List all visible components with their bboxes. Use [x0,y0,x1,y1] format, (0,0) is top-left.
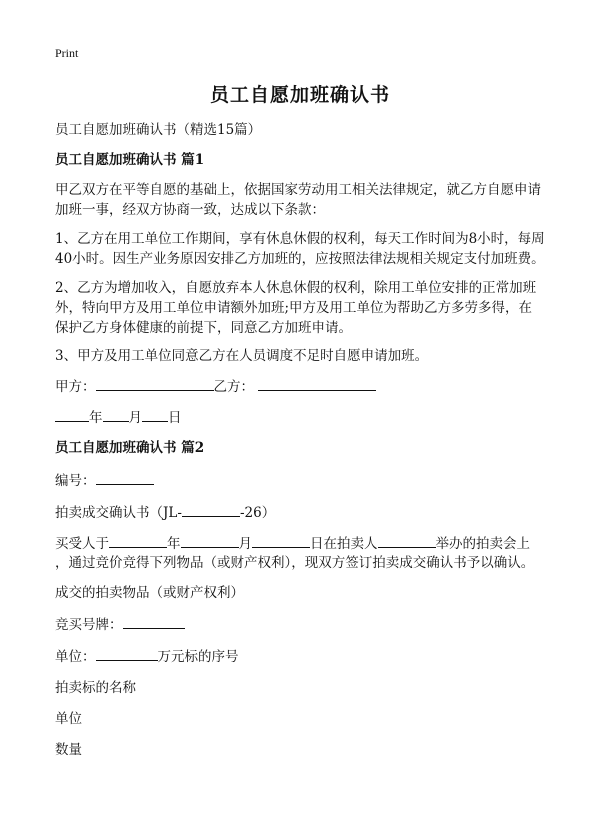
unit-price-line [55,646,560,667]
unit-price-label: 单位： [55,649,96,665]
number-blank[interactable] [96,470,154,485]
buyer-text: 买受人于 [55,536,109,552]
section2-heading: 员工自愿加班确认书 篇2 [55,440,205,456]
buyer-month-blank[interactable] [181,533,239,548]
section1-heading: 员工自愿加班确认书 篇1 [55,152,205,168]
signature-line [55,376,560,397]
buyer-day-blank[interactable] [252,533,310,548]
confirmation-blank[interactable] [182,502,240,517]
number-line [55,470,560,491]
section1-paragraph3: 保护乙方身体健康的前提下，同意乙方加班申请。 [55,320,352,336]
unit-label: 单位 [55,711,82,727]
buyer-auction-text: 举办的拍卖会上 [435,536,530,552]
section1-paragraph3: 2、乙方为增加收入，自愿放弃本人休息休假的权利，除用工单位安排的正常加班 [55,280,537,296]
date-line [55,407,560,428]
buyer-month-label: 月 [238,536,252,552]
bid-number-blank[interactable] [123,614,185,629]
year-blank[interactable] [55,407,89,422]
party-b-blank[interactable] [258,376,376,391]
print-label[interactable]: Print [55,46,79,60]
quantity-label: 数量 [55,742,82,758]
party-a-blank[interactable] [96,376,214,391]
buyer-line-2: ，通过竞价竞得下列物品（或财产权利），现双方签订拍卖成交确认书予以确认。 [55,555,535,571]
confirmation-suffix: -26） [239,505,276,521]
bid-number-line [55,614,560,635]
section1-paragraph2: 1、乙方在用工单位工作期间，享有休息休假的权利，每天工作时间为8小时，每周 [55,231,545,247]
party-a-label: 甲方： [55,379,96,395]
number-label: 编号： [55,473,96,489]
day-blank[interactable] [142,407,168,422]
buyer-year-blank[interactable] [109,533,167,548]
confirmation-line [55,502,560,523]
document-subtitle: 员工自愿加班确认书（精选15篇） [55,122,262,138]
bid-number-label: 竞买号牌： [55,617,123,633]
month-label: 月 [128,410,142,426]
unit-price-blank[interactable] [96,646,158,661]
buyer-line [55,533,560,554]
section1-paragraph2: 40小时。因生产业务原因安排乙方加班的，应按照法律法规相关规定支付加班费。 [55,251,545,267]
section1-paragraph4: 3、甲方及用工单位同意乙方在人员调度不足时自愿申请加班。 [55,348,429,364]
auctioneer-blank[interactable] [378,533,436,548]
party-b-label: 乙方： [213,379,254,395]
items-label: 成交的拍卖物品（或财产权利） [55,585,244,601]
month-blank[interactable] [103,407,129,422]
section1-paragraph3: 外，特向甲方及用工单位申请额外加班;甲方及用工单位为帮助乙方多劳多得，在 [55,300,533,316]
item-name-label: 拍卖标的名称 [55,680,136,696]
year-label: 年 [89,410,103,426]
section1-paragraph1: 加班一事，经双方协商一致，达成以下条款： [55,202,325,218]
page-title: 员工自愿加班确认书 [209,84,390,106]
buyer-year-label: 年 [167,536,181,552]
section1-paragraph1: 甲乙双方在平等自愿的基础上，依据国家劳动用工相关法律规定，就乙方自愿申请 [55,182,541,198]
day-label: 日 [168,410,182,426]
unit-price-suffix: 万元标的序号 [157,649,239,665]
buyer-day-label: 日在拍卖人 [310,536,378,552]
confirmation-prefix: 拍卖成交确认书（JL- [55,505,182,521]
